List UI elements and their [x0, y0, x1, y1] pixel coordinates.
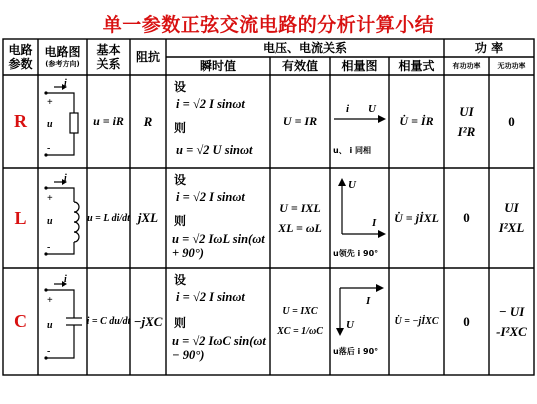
- row-l-basic: u = L di/dt: [87, 212, 130, 224]
- row-l-effective: [270, 168, 330, 268]
- header-phasor-diagram: 相量图: [341, 59, 378, 73]
- row-l-phasor-expr: U̇ = jİXL: [394, 210, 439, 225]
- capacitor-circuit-diagram: [38, 268, 87, 375]
- row-r-current-expr: i = √2 I sinωt: [176, 97, 245, 111]
- header-circuit-param-line1: 电路: [8, 43, 33, 57]
- row-c-effective: [270, 268, 330, 375]
- row-c-active-power: 0: [463, 313, 470, 329]
- svg-text:u: u: [47, 216, 53, 227]
- svg-text:i: i: [64, 173, 67, 184]
- svg-text:-: -: [47, 242, 51, 253]
- row-l-effective-line2: XL = ωL: [278, 221, 322, 235]
- inductor-circuit-diagram: [38, 168, 87, 268]
- svg-text:+: +: [47, 295, 53, 306]
- row-c-phase-note: u落后 i 90°: [333, 347, 379, 356]
- row-l-voltage-expr: u = √2 IωL sin(ωt + 90°): [172, 232, 265, 260]
- svg-text:U: U: [346, 319, 354, 331]
- header-active-power: 有功功率: [452, 62, 481, 70]
- svg-text:i: i: [346, 103, 350, 115]
- row-c-phasor-expr: U̇ = −jİXC: [394, 316, 439, 327]
- svg-text:+: +: [47, 193, 53, 204]
- header-reactive-power: 无功功率: [497, 62, 526, 70]
- row-l-reactive-line1: UI: [504, 200, 519, 215]
- header-basic-line1: 基本: [96, 43, 121, 57]
- row-c-reactive-line2: -I²XC: [496, 323, 527, 339]
- header-impedance: 阻抗: [135, 50, 160, 64]
- row-c-impedance: −jXC: [133, 313, 163, 329]
- header-basic-line2: 关系: [96, 57, 121, 71]
- svg-text:I: I: [366, 295, 371, 307]
- header-instantaneous: 瞬时值: [199, 59, 236, 73]
- svg-text:u: u: [47, 320, 53, 331]
- svg-text:i: i: [64, 78, 67, 89]
- row-c-effective-line1: U = IXC: [282, 305, 318, 317]
- header-phasor-expr: 相量式: [398, 59, 435, 73]
- row-r-instantaneous: [166, 75, 270, 168]
- slide-title: 单一参数正弦交流电路的分析计算小结: [102, 14, 435, 36]
- row-c-instantaneous: [166, 268, 270, 375]
- svg-text:U: U: [348, 179, 356, 191]
- svg-text:-: -: [47, 346, 51, 357]
- header-circuit-param: [3, 39, 38, 75]
- row-l-reactive-power: [489, 168, 534, 268]
- header-basic: [87, 39, 130, 75]
- svg-text:-: -: [47, 143, 51, 154]
- row-l-effective-line1: U = IXL: [279, 201, 321, 215]
- svg-text:I: I: [372, 217, 377, 229]
- header-diagram-line1: 电路图: [44, 45, 81, 59]
- row-c-voltage-expr: u = √2 IωC sin(ωt − 90°): [172, 334, 266, 362]
- svg-text:u: u: [47, 119, 53, 130]
- row-r-reactive-power: 0: [508, 113, 515, 129]
- row-r-active-line1: UI: [459, 103, 474, 119]
- svg-text:i: i: [64, 274, 67, 285]
- header-effective: 有效值: [281, 59, 318, 73]
- row-c-current-expr: i = √2 I sinωt: [176, 290, 245, 304]
- label-set: 设: [174, 80, 187, 94]
- row-r-phase-note: u、 i 同相: [333, 146, 372, 155]
- row-c-basic: i = C du/dt: [86, 316, 131, 327]
- row-r-effective: U = IR: [282, 114, 318, 128]
- row-l-impedance: jXL: [137, 210, 159, 225]
- row-r-phasor-expr: U̇ = İR: [399, 114, 434, 128]
- row-r-param: R: [14, 111, 27, 131]
- row-l-instantaneous: [166, 168, 270, 268]
- header-circuit-param-line2: 参数: [8, 57, 33, 71]
- resistor-circuit-diagram: [38, 75, 87, 168]
- row-r-voltage-expr: u = √2 U sinωt: [176, 143, 253, 157]
- label-then: 则: [174, 214, 187, 228]
- label-set: 设: [174, 173, 187, 187]
- header-diagram: [38, 39, 87, 75]
- row-c-effective-line2: XC = 1/ωC: [277, 325, 323, 337]
- row-r-basic: u = iR: [93, 114, 124, 128]
- row-c-phasor-diagram: [330, 268, 389, 375]
- label-set: 设: [174, 273, 187, 287]
- row-r-active-power: [444, 75, 489, 168]
- svg-text:+: +: [47, 97, 53, 108]
- row-c-reactive-power: [489, 268, 534, 375]
- header-vi-relation: 电压、电流关系: [262, 41, 347, 55]
- row-r-impedance: R: [143, 113, 153, 129]
- row-c-reactive-line1: − UI: [498, 303, 525, 319]
- row-l-active-power: 0: [463, 210, 470, 225]
- row-l-current-expr: i = √2 I sinωt: [176, 190, 245, 204]
- row-c-param: C: [14, 311, 27, 331]
- row-l-reactive-line2: I²XL: [498, 220, 525, 235]
- label-then: 则: [174, 121, 187, 135]
- row-r-active-line2: I²R: [457, 123, 476, 139]
- label-then: 则: [174, 316, 187, 330]
- row-l-param: L: [14, 207, 27, 228]
- row-l-phase-note: u领先 i 90°: [333, 249, 379, 258]
- header-power: 功 率: [474, 41, 504, 55]
- svg-text:U: U: [368, 103, 376, 115]
- header-diagram-line2: (参考方向): [45, 60, 80, 68]
